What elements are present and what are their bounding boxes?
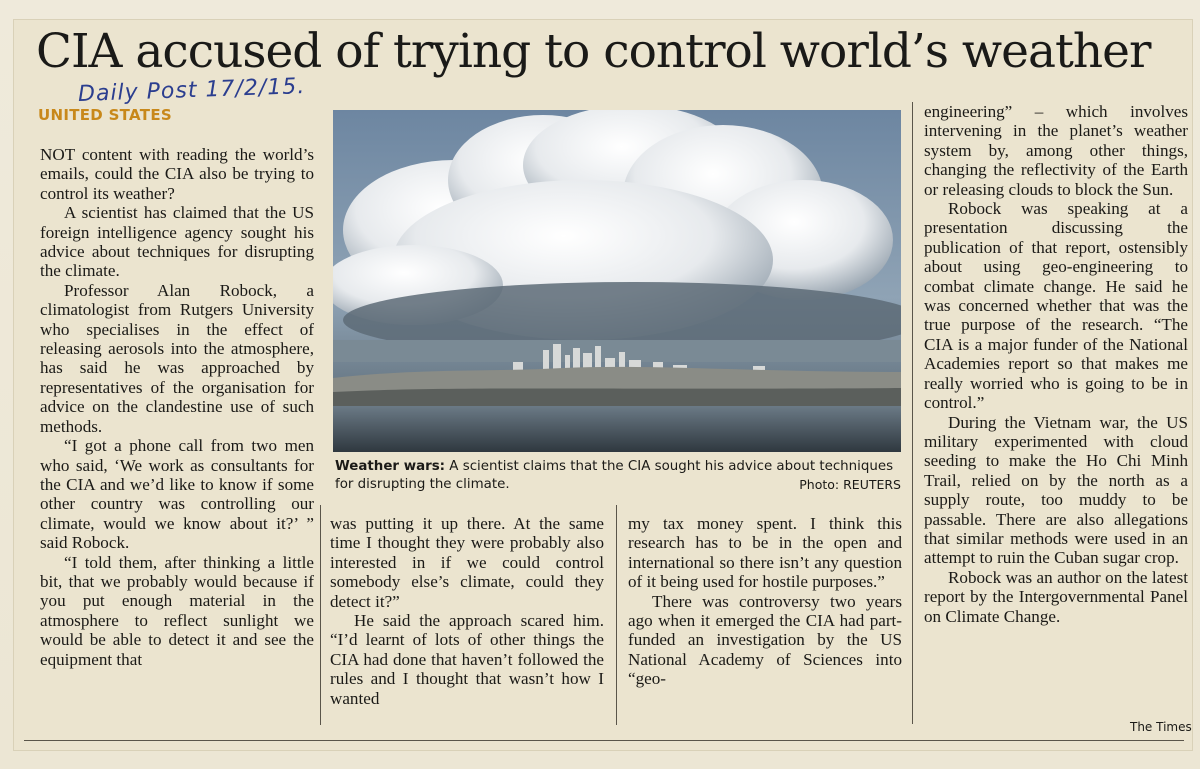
article-column-2 — [330, 514, 604, 708]
paragraph: Robock was speaking at a presentation discussing the publication of that report, ostensibly about using geo-engineering to combat climate change. He said he was concerned whether that was the true purpose of the research. “The CIA is a major funder of the National Academies report so that makes me really worried who is going to be in control.” — [924, 199, 1188, 413]
caption-lead: Weather wars: — [335, 459, 446, 474]
column-rule — [616, 505, 617, 725]
source-credit: The Times — [1130, 720, 1192, 734]
paragraph: my tax money spent. I think this research has to be in the open and international so there isn’t any question of it being used for hostile purposes.” — [628, 514, 902, 592]
paragraph: engineering” – which involves intervening in the planet’s weather system by, among other things, changing the reflectivity of the Earth or releasing clouds to block the Sun. — [924, 102, 1188, 199]
paragraph: NOT content with reading the world’s emails, could the CIA also be trying to control its weather? — [40, 145, 314, 203]
section-label: UNITED STATES — [38, 106, 172, 124]
paragraph: Professor Alan Robock, a climatologist from Rutgers University who specialises in the effect of releasing aerosols into the atmosphere, has said he was approached by representatives of the organisation for advice on the clandestine use of such methods. — [40, 280, 314, 436]
article-column-1 — [40, 145, 314, 669]
paragraph: There was controversy two years ago when it emerged the CIA had part-funded an investigation by the US National Academy of Sciences into “geo- — [628, 591, 902, 689]
column-rule — [320, 505, 321, 725]
photo-illustration — [333, 110, 901, 452]
headline: CIA accused of trying to control world’s weather — [36, 24, 1151, 79]
paragraph: A scientist has claimed that the US foreign intelligence agency sought his advice about techniques for disrupting the climate. — [40, 203, 314, 281]
paragraph: Robock was an author on the latest report by the Intergovernmental Panel on Climate Change. — [924, 567, 1188, 626]
paragraph: “I got a phone call from two men who said, ‘We work as consultants for the CIA and we’d like to know if some other country was controlling our climate, would we know about it?’ ” said Robock. — [40, 436, 314, 553]
paragraph: “I told them, after thinking a little bit, that we probably would because if you put enough material in the atmosphere to reflect sunlight we would be able to detect it and see the equipment that — [40, 552, 314, 669]
caption-text: A scientist claims that the CIA sought his advice about techniques for disrupting the climate. — [335, 459, 894, 492]
paragraph: He said the approach scared him. “I’d learnt of lots of other things the CIA had done that haven’t followed the rules and I thought that wasn’t how I wanted — [330, 611, 604, 708]
article-column-3 — [628, 514, 902, 689]
cloud-city-photo — [333, 110, 901, 452]
article-column-4 — [924, 102, 1188, 626]
paragraph: was putting it up there. At the same time I thought they were probably also interested in if we could control somebody else’s climate, could they detect it?” — [330, 514, 604, 611]
handwritten-date-note: Daily Post 17/2/15. — [77, 74, 306, 107]
photo-credit: Photo: REUTERS — [799, 477, 901, 492]
credit-line — [335, 476, 901, 494]
bottom-rule — [24, 740, 1184, 741]
paragraph: During the Vietnam war, the US military experimented with cloud seeding to make the Ho Chi Minh Trail, relied on by the north as a supply route, too muddy to be passable. There are also allegations that similar methods were used in an attempt to ruin the Cuban sugar crop. — [924, 412, 1188, 568]
column-rule — [912, 102, 913, 724]
